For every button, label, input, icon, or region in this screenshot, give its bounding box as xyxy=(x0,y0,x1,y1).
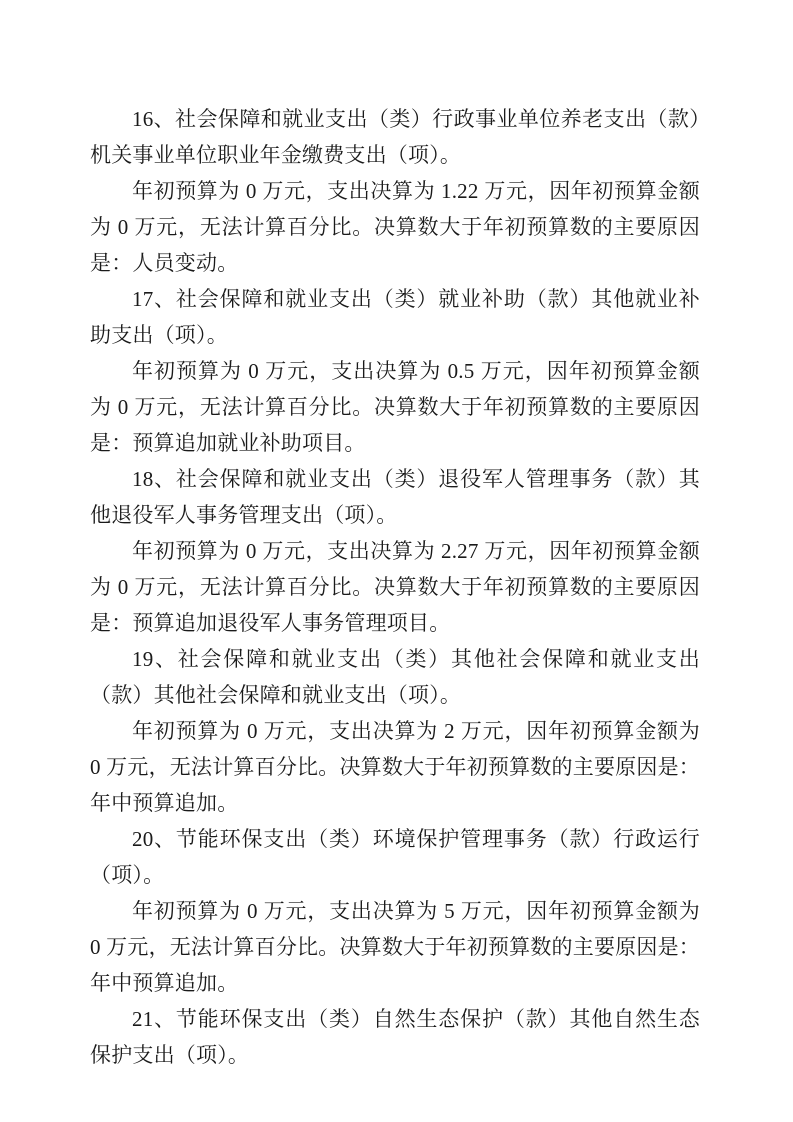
section-17-heading: 17、社会保障和就业支出（类）就业补助（款）其他就业补助支出（项）。 xyxy=(90,287,700,347)
section-18 xyxy=(90,461,700,641)
section-17-body: 年初预算为 0 万元，支出决算为 0.5 万元，因年初预算金额为 0 万元，无法计算百分比。决算数大于年初预算数的主要原因是：预算追加就业补助项目。 xyxy=(90,359,700,455)
section-18-heading: 18、社会保障和就业支出（类）退役军人管理事务（款）其他退役军人事务管理支出（项）。 xyxy=(90,467,700,527)
section-20-body: 年初预算为 0 万元，支出决算为 5 万元，因年初预算金额为 0 万元，无法计算百分比。决算数大于年初预算数的主要原因是：年中预算追加。 xyxy=(90,899,700,995)
section-20-heading: 20、节能环保支出（类）环境保护管理事务（款）行政运行（项）。 xyxy=(90,827,700,887)
section-18-body: 年初预算为 0 万元，支出决算为 2.27 万元，因年初预算金额为 0 万元，无法计算百分比。决算数大于年初预算数的主要原因是：预算追加退役军人事务管理项目。 xyxy=(90,539,700,635)
section-19 xyxy=(90,641,700,821)
section-16 xyxy=(90,101,700,281)
section-17 xyxy=(90,281,700,461)
section-19-heading: 19、社会保障和就业支出（类）其他社会保障和就业支出（款）其他社会保障和就业支出（项）。 xyxy=(90,647,700,707)
section-19-body: 年初预算为 0 万元，支出决算为 2 万元，因年初预算金额为 0 万元，无法计算百分比。决算数大于年初预算数的主要原因是：年中预算追加。 xyxy=(90,719,700,815)
section-16-heading: 16、社会保障和就业支出（类）行政事业单位养老支出（款）机关事业单位职业年金缴费支出（项）。 xyxy=(90,107,700,167)
section-21 xyxy=(90,1001,700,1073)
section-20 xyxy=(90,821,700,1001)
section-21-heading: 21、节能环保支出（类）自然生态保护（款）其他自然生态保护支出（项）。 xyxy=(90,1007,700,1067)
section-16-body: 年初预算为 0 万元，支出决算为 1.22 万元，因年初预算金额为 0 万元，无法计算百分比。决算数大于年初预算数的主要原因是：人员变动。 xyxy=(90,179,700,275)
